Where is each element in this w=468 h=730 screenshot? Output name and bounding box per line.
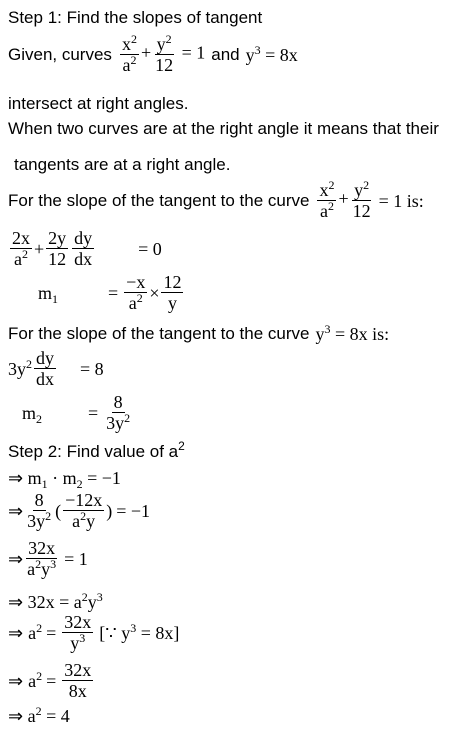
slope2-line <box>8 324 389 344</box>
step2-line7: ⇒ $a^2 = 4$ <box>8 704 70 726</box>
slope1-curve: $\frac{x^2}{a^2}$ + $\frac{y^2}{12}$ <box>319 178 371 221</box>
slope-m1: $m_1$ = $\frac{-x}{a^2}$ × $\frac{12}{y}$ <box>38 272 182 313</box>
text-tangents: tangents are at a right angle. <box>14 155 231 174</box>
curve1-equation: $\frac{x^2}{a^2}$ + $\frac{y^2}{12}$ = 1 <box>121 32 206 75</box>
slope1-line <box>8 180 424 221</box>
step2-heading: Step 2: Find value of $a^2$ <box>8 439 185 461</box>
step2-line4: ⇒ $32x = a^2y^3$ <box>8 590 103 612</box>
step2-line2: ⇒ $\frac{8}{3y^2}$ ( $\frac{-12x}{a^2y}$ ) = −1 <box>8 490 151 531</box>
step2-line6: ⇒ $a^2$ = $\frac{32x}{8x}$ <box>8 660 92 701</box>
derivative1: $\frac{2x}{a^2}$ + $\frac{2y}{12}$ $\frac{dy}{dx}$ = 0 <box>12 228 162 269</box>
slope1-text: For the slope of the tangent to the curve <box>8 190 310 210</box>
given-prefix: Given, curves <box>8 44 112 64</box>
step1-heading: Step 1: Find the slopes of tangent <box>8 8 263 27</box>
and-word: and <box>211 44 240 64</box>
curve2-equation: $y^3 = 8x$ <box>245 42 298 65</box>
derivative2: $3y^2$ $\frac{dy}{dx}$ = 8 <box>8 348 104 389</box>
slope-m2: $m_2$ = $\frac{8}{3y^2}$ <box>22 392 131 433</box>
step2-line5: ⇒ $a^2$ = $\frac{32x}{y^3}$ [∵ $y^3 = 8x$] <box>8 612 180 653</box>
given-line <box>8 34 298 75</box>
text-right-angle: When two curves are at the right angle it means that their <box>8 119 439 138</box>
step2-line3: ⇒ $\frac{32x}{a^2y^3}$ = 1 <box>8 538 88 579</box>
step2-line1: ⇒ $m_1 \cdot m_2 = -1$ <box>8 468 121 491</box>
slope1-suffix: = 1 is: <box>378 190 424 211</box>
slope2-text: For the slope of the tangent to the curve <box>8 324 310 343</box>
slope2-curve: $y^3 = 8x$ is: <box>315 322 390 344</box>
text-intersect: intersect at right angles. <box>8 94 189 113</box>
